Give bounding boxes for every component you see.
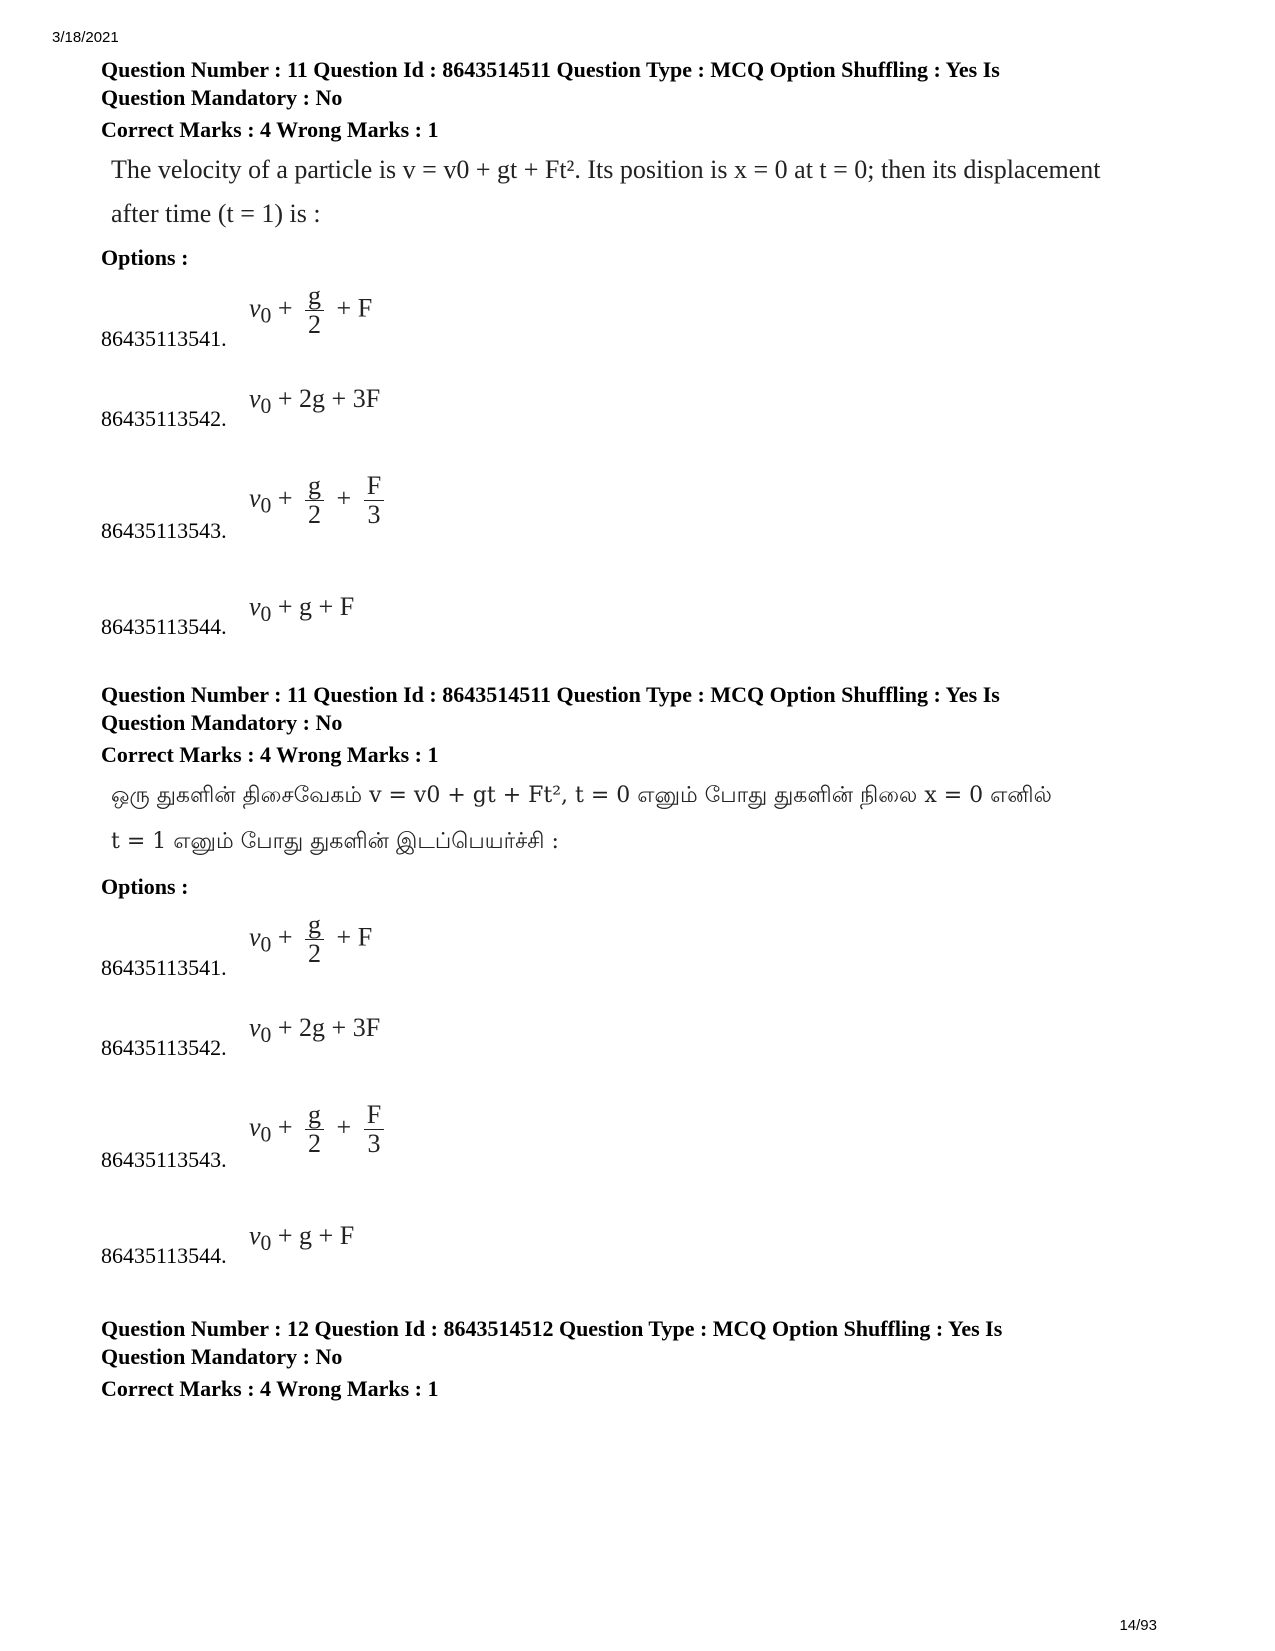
question-header-cont: Question Mandatory : No: [101, 710, 343, 735]
option-1[interactable]: [101, 901, 1191, 989]
option-expression: $v_0$ + $\frac{g}{2}$ + $\frac{F}{3}$: [249, 472, 390, 529]
option-expression: $v_0 + g + F$: [249, 1221, 355, 1256]
option-4[interactable]: [101, 1181, 1191, 1277]
question-header: Question Number : 11 Question Id : 8643514511 Question Type : MCQ Option Shuffling : Yes Is: [101, 57, 1000, 82]
options-label: Options :: [101, 874, 189, 899]
option-expression: $v_0$ + $\frac{g}{2}$ + $\frac{F}{3}$: [249, 1101, 390, 1158]
question-block-11-tamil: [101, 681, 1191, 1277]
option-2[interactable]: [101, 360, 1191, 440]
option-expression: $v_0 + 2g + 3F$: [249, 384, 381, 419]
option-id: 86435113544.: [101, 1243, 227, 1268]
option-id: 86435113543.: [101, 518, 227, 543]
option-id: 86435113541.: [101, 326, 227, 351]
option-expression: $v_0$ + $\frac{g}{2}$ + F: [249, 910, 373, 968]
question-text-line-2: t = 1 எனும் போது துகளின் இடப்பெயர்ச்சி :: [111, 829, 559, 854]
question-text-line-1: ஒரு துகளின் திசைவேகம் v = v0 + gt + Ft², t = 0 எனும் போது துகளின் நிலை x = 0 எனில்: [111, 783, 1052, 808]
option-id: 86435113544.: [101, 614, 227, 639]
option-2[interactable]: [101, 989, 1191, 1069]
option-expression: $v_0 + g + F$: [249, 592, 355, 627]
question-header-cont: Question Mandatory : No: [101, 85, 343, 110]
question-text: [111, 773, 1191, 865]
print-date: 3/18/2021: [52, 29, 119, 46]
marks-line: Correct Marks : 4 Wrong Marks : 1: [101, 742, 439, 767]
option-id: 86435113542.: [101, 406, 227, 431]
marks-line: Correct Marks : 4 Wrong Marks : 1: [101, 117, 439, 142]
question-text: [111, 148, 1191, 236]
option-id: 86435113543.: [101, 1147, 227, 1172]
option-id: 86435113541.: [101, 955, 227, 980]
options-label: Options :: [101, 245, 189, 270]
question-text-line-2: after time (t = 1) is :: [111, 199, 321, 228]
option-id: 86435113542.: [101, 1035, 227, 1060]
option-1[interactable]: [101, 272, 1191, 360]
marks-line: Correct Marks : 4 Wrong Marks : 1: [101, 1376, 439, 1401]
question-header-cont: Question Mandatory : No: [101, 1344, 343, 1369]
option-3[interactable]: [101, 1069, 1191, 1181]
option-3[interactable]: [101, 440, 1191, 552]
option-expression: $v_0$ + $\frac{g}{2}$ + F: [249, 281, 373, 339]
question-header: Question Number : 12 Question Id : 8643514512 Question Type : MCQ Option Shuffling : Yes Is: [101, 1316, 1003, 1341]
option-expression: $v_0 + 2g + 3F$: [249, 1013, 381, 1048]
question-header: Question Number : 11 Question Id : 8643514511 Question Type : MCQ Option Shuffling : Yes Is: [101, 682, 1000, 707]
question-block-12: [101, 1315, 1191, 1403]
page-number: 14/93: [1119, 1617, 1157, 1634]
option-4[interactable]: [101, 552, 1191, 648]
question-block-11-english: [101, 56, 1191, 648]
question-text-line-1: The velocity of a particle is v = v0 + gt + Ft². Its position is x = 0 at t = 0; then its displacement: [111, 155, 1101, 184]
